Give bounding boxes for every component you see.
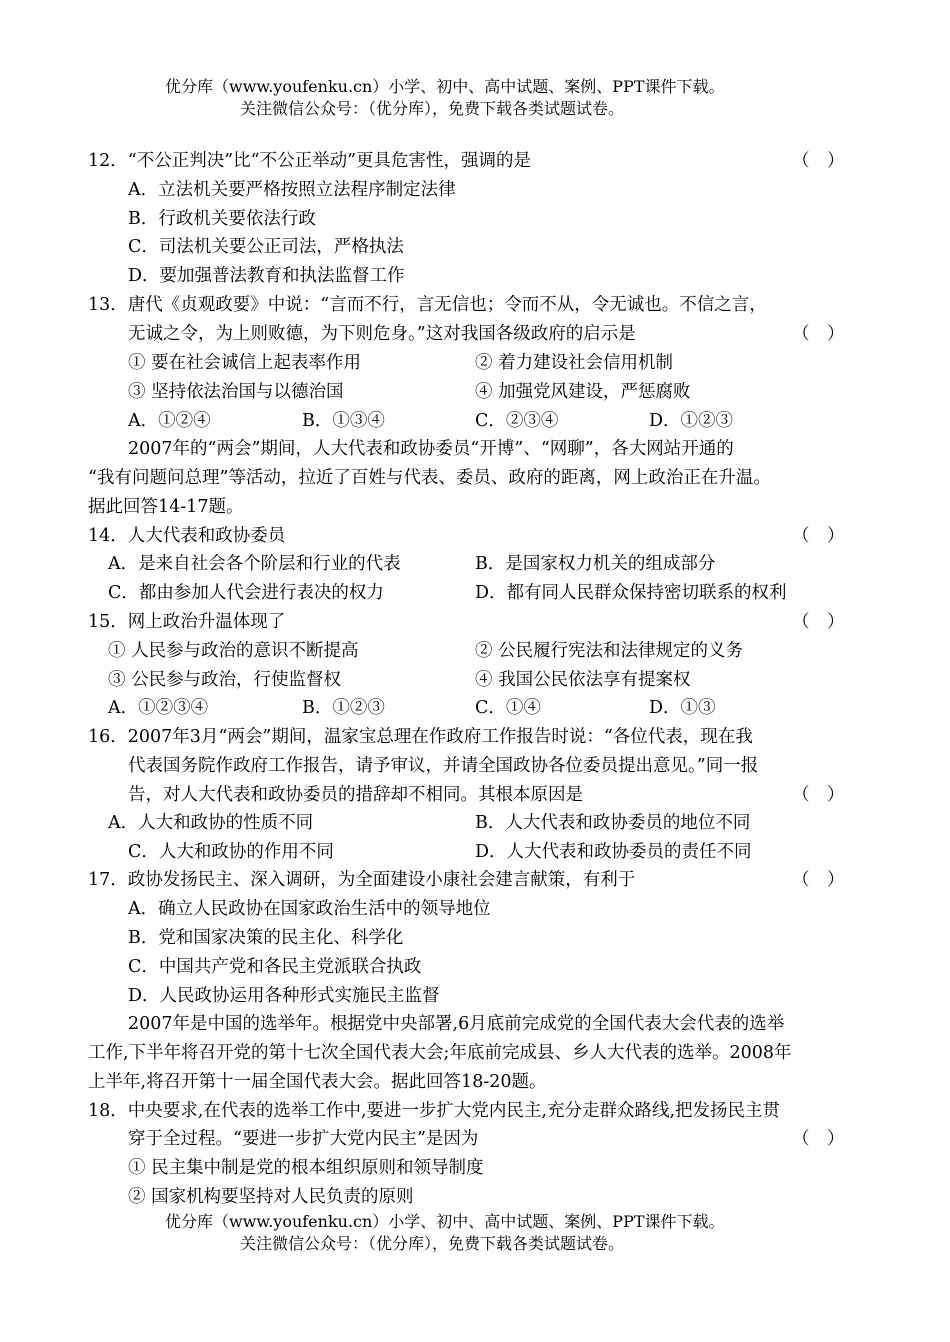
- q18-statement-2: ② 国家机构要坚持对人民负责的原则: [128, 1187, 414, 1207]
- q18-answer-blank: （ ）: [792, 1129, 845, 1149]
- q17-stem: 17．政协发扬民主、深入调研，为全面建设小康社会建言献策，有利于: [88, 870, 636, 890]
- q15-option-b: B．①②③: [302, 698, 385, 718]
- q16-option-a: A．人大和政协的性质不同: [108, 813, 314, 833]
- q15-statement-2: ② 公民履行宪法和法律规定的义务: [475, 641, 744, 661]
- q18-stem-line2: 穿于全过程。“要进一步扩大党内民主”是因为: [128, 1129, 479, 1149]
- passage1-line3: 据此回答14-17题。: [88, 497, 244, 517]
- q16-stem-line3: 告，对人大代表和政协委员的措辞却不相同。其根本原因是: [128, 785, 583, 805]
- q16-option-b: B．人大代表和政协委员的地位不同: [475, 813, 751, 833]
- passage2-line1: 2007年是中国的选举年。根据党中央部署,6月底前完成党的全国代表大会代表的选举: [128, 1014, 785, 1034]
- q15-option-c: C．①④: [475, 698, 541, 718]
- q14-option-d: D．都有同人民群众保持密切联系的权利: [475, 583, 787, 603]
- q13-statement-1: ① 要在社会诚信上起表率作用: [128, 353, 362, 373]
- q13-option-c: C．②③④: [475, 411, 559, 431]
- q15-answer-blank: （ ）: [792, 612, 845, 632]
- q17-answer-blank: （ ）: [792, 870, 845, 890]
- q17-option-a: A．确立人民政协在国家政治生活中的领导地位: [128, 899, 491, 919]
- q17-option-c: C．中国共产党和各民主党派联合执政: [128, 957, 422, 977]
- q12-option-a: A．立法机关要严格按照立法程序制定法律: [128, 180, 456, 200]
- q14-option-a: A．是来自社会各个阶层和行业的代表: [108, 554, 401, 574]
- q13-option-a: A．①②④: [128, 411, 211, 431]
- q16-answer-blank: （ ）: [792, 785, 845, 805]
- q13-stem-line1: 13．唐代《贞观政要》中说：“言而不行，言无信也；令而不从，令无诚也。不信之言，: [88, 295, 767, 315]
- page-header-line2: 关注微信公众号：（优分库），免费下载各类试题试卷。: [240, 99, 625, 118]
- q18-statement-1: ① 民主集中制是党的根本组织原则和领导制度: [128, 1158, 484, 1178]
- q12-answer-blank: （ ）: [792, 151, 845, 171]
- q12-option-b: B．行政机关要依法行政: [128, 209, 316, 229]
- q16-option-c: C．人大和政协的作用不同: [128, 842, 334, 862]
- q15-option-a: A．①②③④: [108, 698, 209, 718]
- q17-option-d: D．人民政协运用各种形式实施民主监督: [128, 986, 440, 1006]
- q15-statement-1: ① 人民参与政治的意识不断提高: [108, 641, 359, 661]
- passage1-line1: 2007年的“两会”期间，人大代表和政协委员“开博”、“网聊”，各大网站开通的: [128, 439, 734, 459]
- q15-statement-3: ③ 公民参与政治，行使监督权: [108, 670, 342, 690]
- page-header-line1: 优分库（www.youfenku.cn）小学、初中、高中试题、案例、PPT课件下载。: [165, 77, 725, 96]
- q13-statement-2: ② 着力建设社会信用机制: [475, 353, 674, 373]
- q13-statement-3: ③ 坚持依法治国与以德治国: [128, 382, 344, 402]
- q18-stem-line1: 18．中央要求,在代表的选举工作中,要进一步扩大党内民主,充分走群众路线,把发扬民主贯: [88, 1101, 781, 1121]
- page-footer-line1: 优分库（www.youfenku.cn）小学、初中、高中试题、案例、PPT课件下载。: [165, 1212, 725, 1231]
- q12-option-d: D．要加强普法教育和执法监督工作: [128, 266, 405, 286]
- page-footer-line2: 关注微信公众号：（优分库），免费下载各类试题试卷。: [240, 1234, 625, 1253]
- passage2-line3: 上半年,将召开第十一届全国代表大会。据此回答18-20题。: [88, 1072, 547, 1092]
- q16-stem-line1: 16．2007年3月“两会”期间，温家宝总理在作政府工作报告时说：“各位代表，现在我: [88, 727, 753, 747]
- q13-answer-blank: （ ）: [792, 324, 845, 344]
- q17-option-b: B．党和国家决策的民主化、科学化: [128, 928, 404, 948]
- q14-stem: 14．人大代表和政协委员: [88, 526, 286, 546]
- q16-stem-line2: 代表国务院作政府工作报告，请予审议，并请全国政协各位委员提出意见。”同一报: [128, 756, 759, 776]
- q14-answer-blank: （ ）: [792, 526, 845, 546]
- q14-option-c: C．都由参加人代会进行表决的权力: [108, 583, 384, 603]
- q12-stem: 12．“不公正判决”比“不公正举动”更具危害性，强调的是: [88, 151, 532, 171]
- q13-option-d: D．①②③: [649, 411, 734, 431]
- q13-option-b: B．①③④: [302, 411, 385, 431]
- q13-stem-line2: 无诚之令，为上则败德，为下则危身。”这对我国各级政府的启示是: [128, 324, 636, 344]
- q12-option-c: C．司法机关要公正司法，严格执法: [128, 237, 404, 257]
- q15-stem: 15．网上政治升温体现了: [88, 612, 286, 632]
- q13-statement-4: ④ 加强党风建设，严惩腐败: [475, 382, 691, 402]
- q16-option-d: D．人大代表和政协委员的责任不同: [475, 842, 752, 862]
- q15-statement-4: ④ 我国公民依法享有提案权: [475, 670, 691, 690]
- passage1-line2: “我有问题问总理”等活动，拉近了百姓与代表、委员、政府的距离，网上政治正在升温。: [88, 468, 771, 488]
- q14-option-b: B．是国家权力机关的组成部分: [475, 554, 716, 574]
- q15-option-d: D．①③: [649, 698, 716, 718]
- passage2-line2: 工作,下半年将召开党的第十七次全国代表大会;年底前完成县、乡人大代表的选举。2008年: [88, 1043, 792, 1063]
